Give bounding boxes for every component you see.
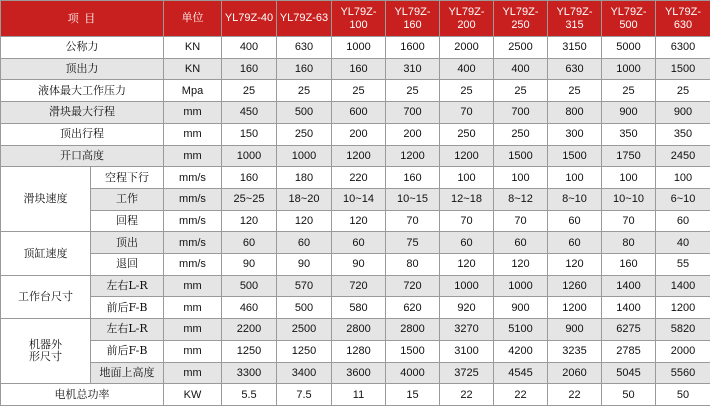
value-cell: 70 bbox=[440, 102, 494, 124]
value-cell: 800 bbox=[548, 102, 602, 124]
value-cell: 11 bbox=[332, 384, 386, 406]
value-cell: 250 bbox=[440, 123, 494, 145]
value-cell: 350 bbox=[656, 123, 710, 145]
value-cell: 120 bbox=[440, 254, 494, 276]
value-cell: 160 bbox=[386, 167, 440, 189]
table-row bbox=[1, 254, 710, 276]
value-cell: 2800 bbox=[332, 319, 386, 341]
value-cell: 4545 bbox=[494, 362, 548, 384]
value-cell: 25~25 bbox=[222, 188, 277, 210]
value-cell: 700 bbox=[386, 102, 440, 124]
value-cell: 900 bbox=[494, 297, 548, 319]
value-cell: 120 bbox=[222, 210, 277, 232]
value-cell: 200 bbox=[332, 123, 386, 145]
value-cell: 1000 bbox=[494, 275, 548, 297]
value-cell: 400 bbox=[222, 37, 277, 59]
value-cell: 180 bbox=[277, 167, 332, 189]
value-cell: 70 bbox=[386, 210, 440, 232]
value-cell: 8~10 bbox=[548, 188, 602, 210]
value-cell: 100 bbox=[494, 167, 548, 189]
table-row bbox=[1, 232, 710, 254]
value-cell: 25 bbox=[440, 80, 494, 102]
value-cell: 1200 bbox=[656, 297, 710, 319]
value-cell: 22 bbox=[440, 384, 494, 406]
value-cell: 3600 bbox=[332, 362, 386, 384]
row-label: 开口高度 bbox=[1, 145, 164, 167]
sub-label: 退回 bbox=[91, 254, 164, 276]
value-cell: 2200 bbox=[222, 319, 277, 341]
unit-cell: mm bbox=[164, 340, 222, 362]
value-cell: 100 bbox=[548, 167, 602, 189]
value-cell: 80 bbox=[602, 232, 656, 254]
value-cell: 80 bbox=[386, 254, 440, 276]
value-cell: 220 bbox=[332, 167, 386, 189]
value-cell: 160 bbox=[277, 58, 332, 80]
value-cell: 25 bbox=[386, 80, 440, 102]
header-model: YL79Z-40 bbox=[222, 1, 277, 37]
value-cell: 100 bbox=[656, 167, 710, 189]
row-label: 顶出力 bbox=[1, 58, 164, 80]
value-cell: 310 bbox=[386, 58, 440, 80]
value-cell: 25 bbox=[602, 80, 656, 102]
value-cell: 60 bbox=[494, 232, 548, 254]
value-cell: 1600 bbox=[386, 37, 440, 59]
value-cell: 15 bbox=[386, 384, 440, 406]
value-cell: 450 bbox=[222, 102, 277, 124]
table-row bbox=[1, 319, 710, 341]
value-cell: 1500 bbox=[494, 145, 548, 167]
value-cell: 900 bbox=[548, 319, 602, 341]
value-cell: 1200 bbox=[548, 297, 602, 319]
value-cell: 70 bbox=[602, 210, 656, 232]
sub-label: 顶出 bbox=[91, 232, 164, 254]
value-cell: 400 bbox=[440, 58, 494, 80]
value-cell: 2000 bbox=[656, 340, 710, 362]
value-cell: 3400 bbox=[277, 362, 332, 384]
unit-cell: mm/s bbox=[164, 188, 222, 210]
unit-cell: mm bbox=[164, 102, 222, 124]
unit-cell: mm/s bbox=[164, 254, 222, 276]
row-label: 滑块最大行程 bbox=[1, 102, 164, 124]
sub-label: 地面上高度 bbox=[91, 362, 164, 384]
value-cell: 25 bbox=[494, 80, 548, 102]
value-cell: 630 bbox=[548, 58, 602, 80]
value-cell: 60 bbox=[440, 232, 494, 254]
unit-cell: KN bbox=[164, 58, 222, 80]
value-cell: 25 bbox=[332, 80, 386, 102]
value-cell: 2800 bbox=[386, 319, 440, 341]
value-cell: 2500 bbox=[494, 37, 548, 59]
value-cell: 1000 bbox=[440, 275, 494, 297]
unit-cell: KW bbox=[164, 384, 222, 406]
value-cell: 60 bbox=[656, 210, 710, 232]
value-cell: 22 bbox=[548, 384, 602, 406]
value-cell: 350 bbox=[602, 123, 656, 145]
group-label: 机器外形尺寸 bbox=[1, 319, 91, 384]
value-cell: 1400 bbox=[656, 275, 710, 297]
table-row bbox=[1, 362, 710, 384]
row-label: 液体最大工作压力 bbox=[1, 80, 164, 102]
table-row bbox=[1, 58, 710, 80]
value-cell: 50 bbox=[602, 384, 656, 406]
header-project: 项 目 bbox=[1, 1, 164, 37]
table-row bbox=[1, 275, 710, 297]
value-cell: 500 bbox=[277, 102, 332, 124]
value-cell: 460 bbox=[222, 297, 277, 319]
table-row bbox=[1, 37, 710, 59]
row-label: 电机总功率 bbox=[1, 384, 164, 406]
value-cell: 120 bbox=[548, 254, 602, 276]
value-cell: 120 bbox=[277, 210, 332, 232]
value-cell: 1250 bbox=[277, 340, 332, 362]
value-cell: 5820 bbox=[656, 319, 710, 341]
value-cell: 3100 bbox=[440, 340, 494, 362]
value-cell: 1400 bbox=[602, 275, 656, 297]
value-cell: 60 bbox=[548, 232, 602, 254]
sub-label: 空程下行 bbox=[91, 167, 164, 189]
value-cell: 120 bbox=[494, 254, 548, 276]
value-cell: 400 bbox=[494, 58, 548, 80]
value-cell: 160 bbox=[222, 167, 277, 189]
header-unit: 单位 bbox=[164, 1, 222, 37]
value-cell: 630 bbox=[277, 37, 332, 59]
unit-cell: mm/s bbox=[164, 232, 222, 254]
value-cell: 250 bbox=[277, 123, 332, 145]
value-cell: 3235 bbox=[548, 340, 602, 362]
value-cell: 10~14 bbox=[332, 188, 386, 210]
unit-cell: mm bbox=[164, 123, 222, 145]
unit-cell: mm bbox=[164, 319, 222, 341]
value-cell: 2785 bbox=[602, 340, 656, 362]
header-model: YL79Z-630 bbox=[656, 1, 710, 37]
value-cell: 6~10 bbox=[656, 188, 710, 210]
value-cell: 50 bbox=[656, 384, 710, 406]
value-cell: 60 bbox=[222, 232, 277, 254]
value-cell: 1200 bbox=[440, 145, 494, 167]
value-cell: 900 bbox=[602, 102, 656, 124]
table-row bbox=[1, 384, 710, 406]
value-cell: 2450 bbox=[656, 145, 710, 167]
header-model: YL79Z-160 bbox=[386, 1, 440, 37]
value-cell: 920 bbox=[440, 297, 494, 319]
value-cell: 3270 bbox=[440, 319, 494, 341]
value-cell: 100 bbox=[602, 167, 656, 189]
value-cell: 60 bbox=[332, 232, 386, 254]
header-model: YL79Z-100 bbox=[332, 1, 386, 37]
value-cell: 250 bbox=[494, 123, 548, 145]
value-cell: 160 bbox=[222, 58, 277, 80]
value-cell: 2060 bbox=[548, 362, 602, 384]
value-cell: 1750 bbox=[602, 145, 656, 167]
value-cell: 6300 bbox=[656, 37, 710, 59]
table-body bbox=[1, 37, 710, 406]
value-cell: 1280 bbox=[332, 340, 386, 362]
header-model: YL79Z-250 bbox=[494, 1, 548, 37]
value-cell: 60 bbox=[548, 210, 602, 232]
value-cell: 12~18 bbox=[440, 188, 494, 210]
value-cell: 10~10 bbox=[602, 188, 656, 210]
value-cell: 1200 bbox=[386, 145, 440, 167]
value-cell: 900 bbox=[656, 102, 710, 124]
table-row bbox=[1, 167, 710, 189]
table-row bbox=[1, 102, 710, 124]
value-cell: 570 bbox=[277, 275, 332, 297]
value-cell: 1000 bbox=[332, 37, 386, 59]
value-cell: 70 bbox=[440, 210, 494, 232]
value-cell: 7.5 bbox=[277, 384, 332, 406]
value-cell: 22 bbox=[494, 384, 548, 406]
value-cell: 720 bbox=[332, 275, 386, 297]
value-cell: 2500 bbox=[277, 319, 332, 341]
sub-label: 左右L-R bbox=[91, 319, 164, 341]
unit-cell: KN bbox=[164, 37, 222, 59]
table-row bbox=[1, 340, 710, 362]
value-cell: 3300 bbox=[222, 362, 277, 384]
value-cell: 25 bbox=[277, 80, 332, 102]
value-cell: 2000 bbox=[440, 37, 494, 59]
value-cell: 5560 bbox=[656, 362, 710, 384]
unit-cell: mm bbox=[164, 362, 222, 384]
value-cell: 90 bbox=[277, 254, 332, 276]
value-cell: 40 bbox=[656, 232, 710, 254]
value-cell: 25 bbox=[656, 80, 710, 102]
value-cell: 720 bbox=[386, 275, 440, 297]
value-cell: 500 bbox=[222, 275, 277, 297]
value-cell: 160 bbox=[332, 58, 386, 80]
value-cell: 4200 bbox=[494, 340, 548, 362]
table-row bbox=[1, 80, 710, 102]
group-label: 滑块速度 bbox=[1, 167, 91, 232]
value-cell: 60 bbox=[277, 232, 332, 254]
value-cell: 90 bbox=[332, 254, 386, 276]
value-cell: 700 bbox=[494, 102, 548, 124]
value-cell: 8~12 bbox=[494, 188, 548, 210]
header-model: YL79Z-200 bbox=[440, 1, 494, 37]
value-cell: 1260 bbox=[548, 275, 602, 297]
sub-label: 工作 bbox=[91, 188, 164, 210]
value-cell: 600 bbox=[332, 102, 386, 124]
value-cell: 3150 bbox=[548, 37, 602, 59]
value-cell: 90 bbox=[222, 254, 277, 276]
table-header bbox=[1, 1, 710, 37]
value-cell: 1500 bbox=[656, 58, 710, 80]
value-cell: 1400 bbox=[602, 297, 656, 319]
header-row bbox=[1, 1, 710, 37]
value-cell: 5.5 bbox=[222, 384, 277, 406]
table-row bbox=[1, 123, 710, 145]
value-cell: 1500 bbox=[386, 340, 440, 362]
value-cell: 5100 bbox=[494, 319, 548, 341]
sub-label: 前后F-B bbox=[91, 297, 164, 319]
unit-cell: mm bbox=[164, 275, 222, 297]
header-model: YL79Z-315 bbox=[548, 1, 602, 37]
value-cell: 150 bbox=[222, 123, 277, 145]
value-cell: 1000 bbox=[602, 58, 656, 80]
value-cell: 300 bbox=[548, 123, 602, 145]
value-cell: 1200 bbox=[332, 145, 386, 167]
value-cell: 18~20 bbox=[277, 188, 332, 210]
sub-label: 回程 bbox=[91, 210, 164, 232]
table-row bbox=[1, 188, 710, 210]
value-cell: 55 bbox=[656, 254, 710, 276]
value-cell: 620 bbox=[386, 297, 440, 319]
unit-cell: mm/s bbox=[164, 167, 222, 189]
value-cell: 160 bbox=[602, 254, 656, 276]
sub-label: 前后F-B bbox=[91, 340, 164, 362]
row-label: 顶出行程 bbox=[1, 123, 164, 145]
value-cell: 200 bbox=[386, 123, 440, 145]
header-model: YL79Z-63 bbox=[277, 1, 332, 37]
value-cell: 5000 bbox=[602, 37, 656, 59]
unit-cell: Mpa bbox=[164, 80, 222, 102]
header-model: YL79Z-500 bbox=[602, 1, 656, 37]
value-cell: 25 bbox=[222, 80, 277, 102]
value-cell: 1000 bbox=[222, 145, 277, 167]
value-cell: 120 bbox=[332, 210, 386, 232]
value-cell: 100 bbox=[440, 167, 494, 189]
unit-cell: mm/s bbox=[164, 210, 222, 232]
row-label: 公称力 bbox=[1, 37, 164, 59]
value-cell: 70 bbox=[494, 210, 548, 232]
value-cell: 3725 bbox=[440, 362, 494, 384]
value-cell: 1500 bbox=[548, 145, 602, 167]
table-row bbox=[1, 145, 710, 167]
group-label: 工作台尺寸 bbox=[1, 275, 91, 318]
value-cell: 6275 bbox=[602, 319, 656, 341]
table-row bbox=[1, 297, 710, 319]
value-cell: 5045 bbox=[602, 362, 656, 384]
value-cell: 1000 bbox=[277, 145, 332, 167]
value-cell: 10~15 bbox=[386, 188, 440, 210]
sub-label: 左右L-R bbox=[91, 275, 164, 297]
value-cell: 75 bbox=[386, 232, 440, 254]
value-cell: 25 bbox=[548, 80, 602, 102]
value-cell: 1250 bbox=[222, 340, 277, 362]
table-row bbox=[1, 210, 710, 232]
value-cell: 4000 bbox=[386, 362, 440, 384]
value-cell: 580 bbox=[332, 297, 386, 319]
unit-cell: mm bbox=[164, 297, 222, 319]
group-label: 顶缸速度 bbox=[1, 232, 91, 275]
unit-cell: mm bbox=[164, 145, 222, 167]
value-cell: 500 bbox=[277, 297, 332, 319]
